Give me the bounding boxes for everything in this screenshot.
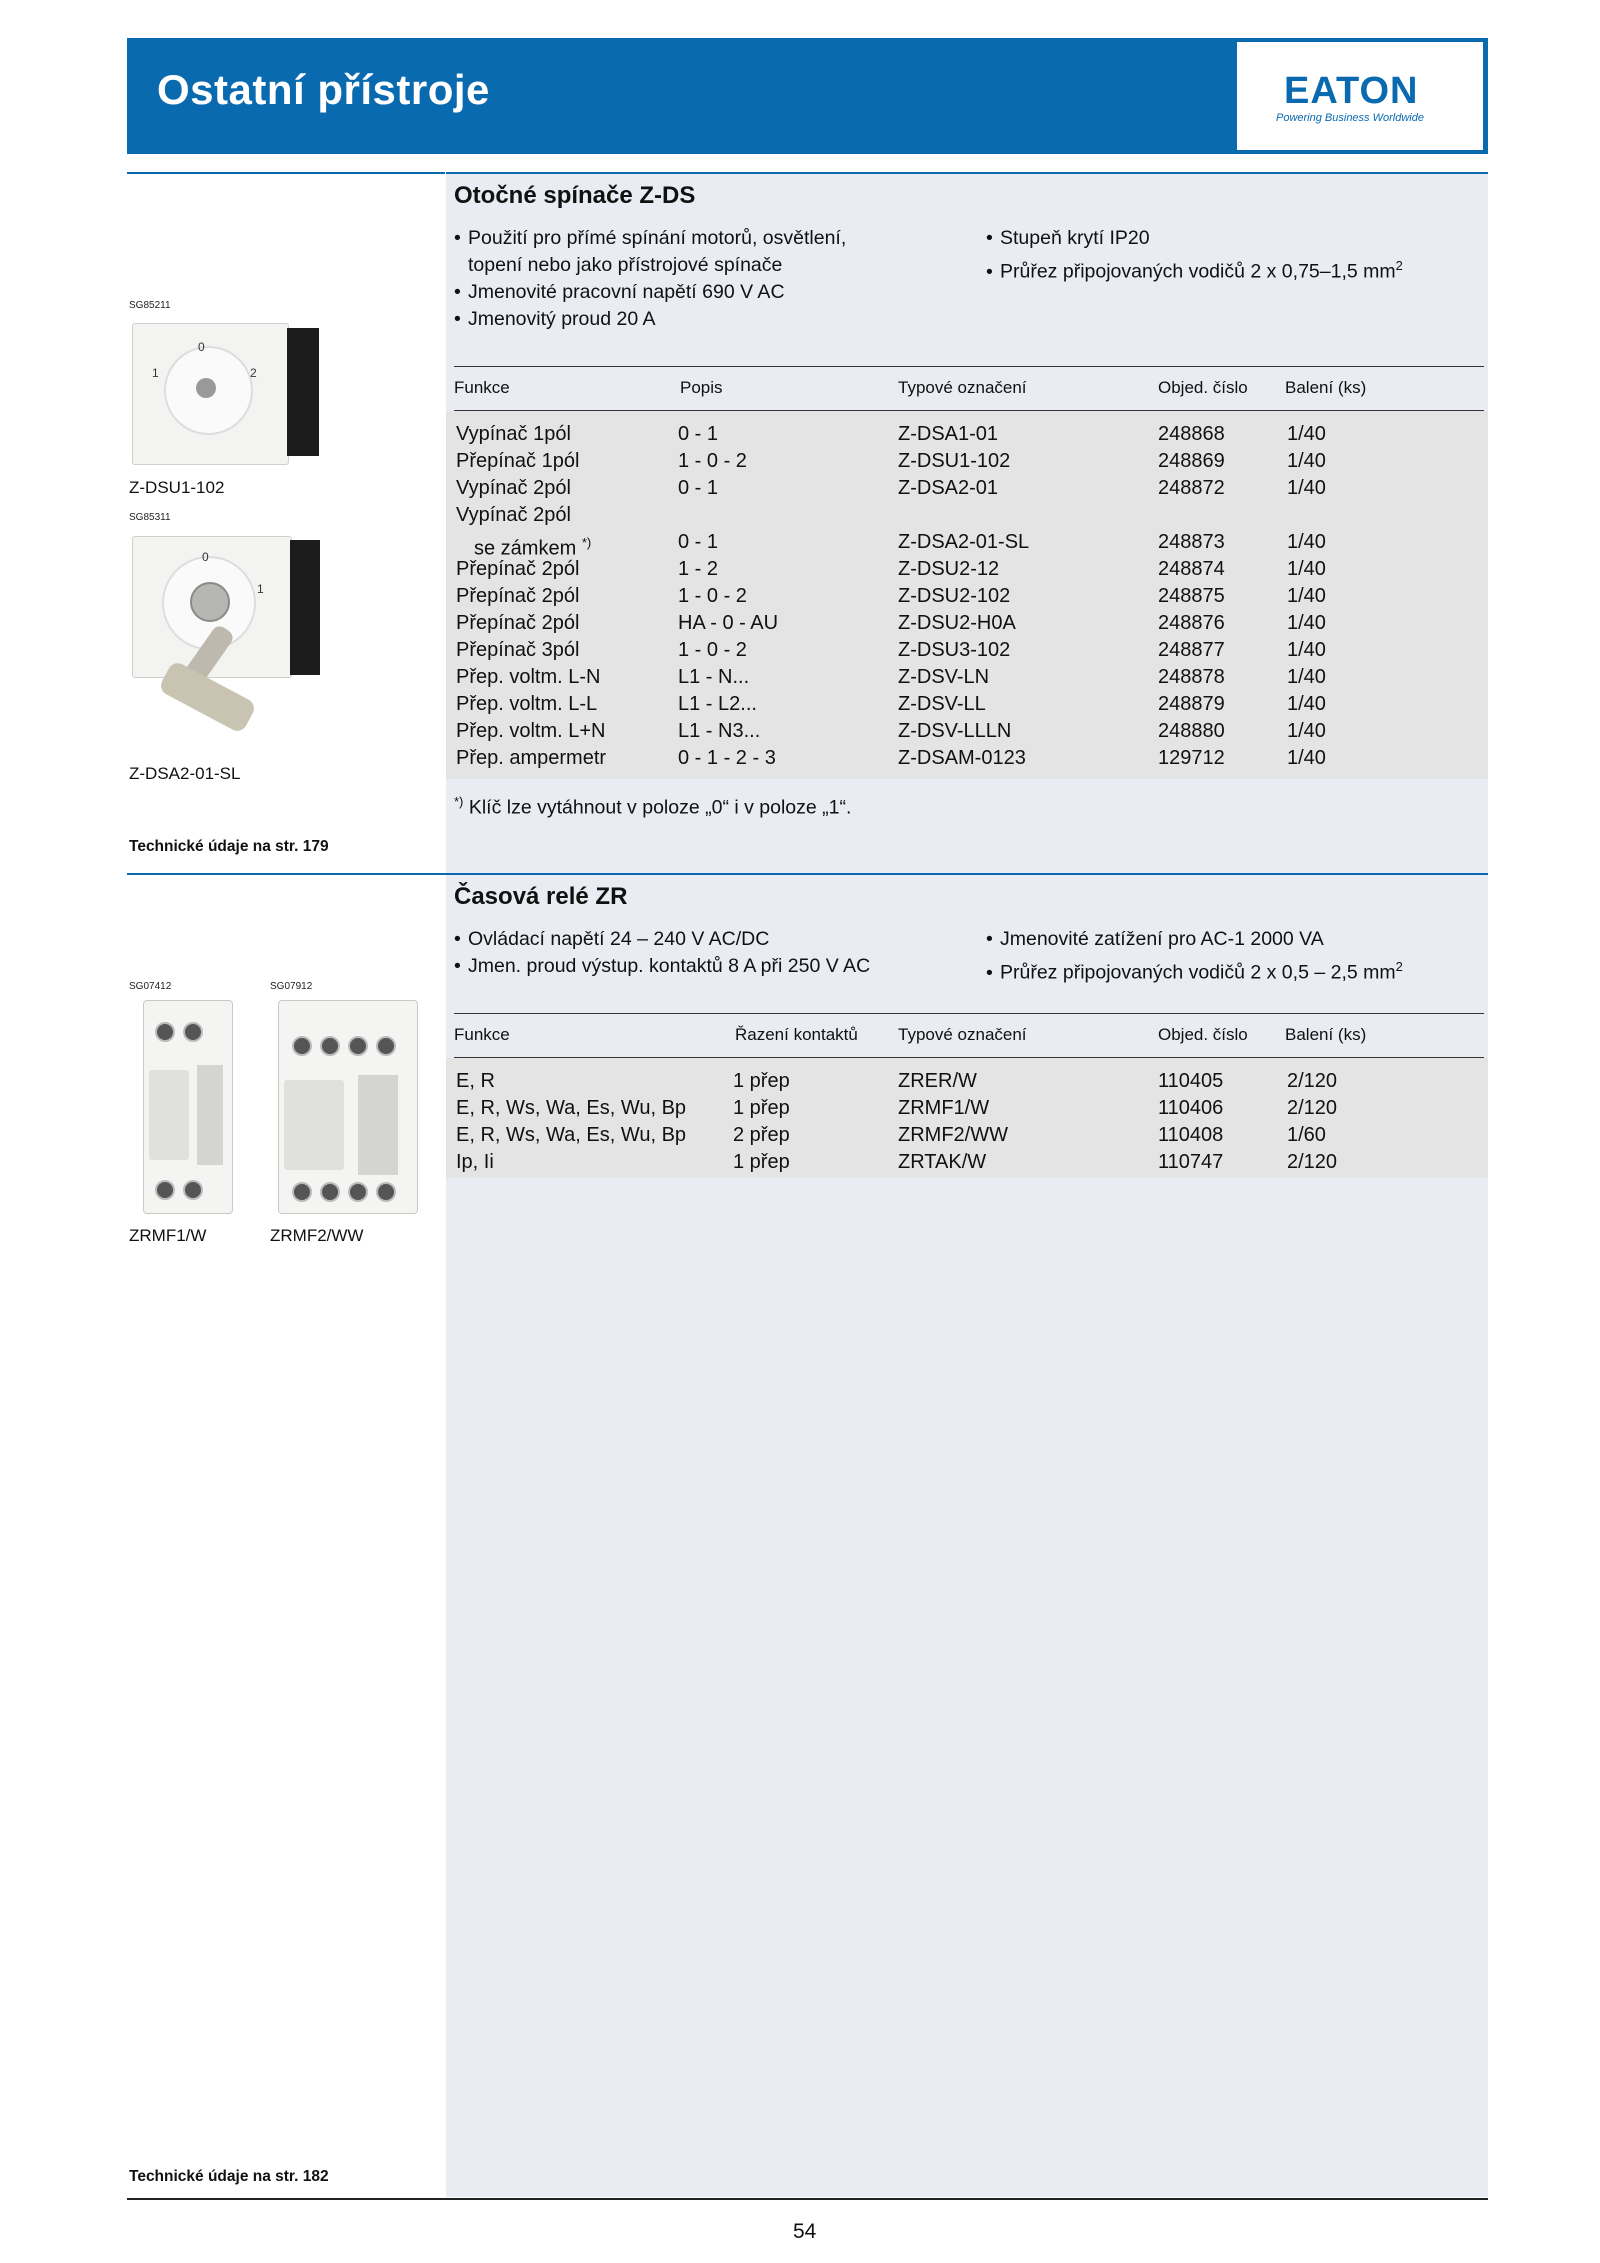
page-number: 54 [793, 2220, 817, 2243]
section2-bullet-3: • Jmenovité zatížení pro AC-1 2000 VA [986, 928, 1324, 950]
table-cell: 1/40 [1287, 747, 1326, 769]
table-cell: 0 - 1 [678, 531, 719, 553]
table-cell: 110406 [1158, 1097, 1224, 1119]
section1-left-rule [127, 172, 445, 174]
table-cell: Vypínač 2pól [456, 504, 571, 526]
section1-bullet-4: • Stupeň krytí IP20 [986, 227, 1150, 249]
table2-header-funkce: Funkce [454, 1025, 510, 1044]
image-code-sg85311: SG85311 [129, 512, 171, 523]
table-cell: L1 - L2... [678, 693, 757, 715]
section1-tech-note: Technické údaje na str. 179 [129, 838, 329, 855]
table-cell: E, R, Ws, Wa, Es, Wu, Bp [456, 1097, 687, 1119]
table1-top-rule [454, 366, 1484, 367]
table-cell: 1/40 [1287, 720, 1326, 742]
table-cell: E, R, Ws, Wa, Es, Wu, Bp [456, 1124, 687, 1146]
section1-bullet-3: • Jmenovitý proud 20 A [454, 308, 656, 330]
table-cell: Přep. voltm. L-N [456, 666, 601, 688]
table-cell: 248879 [1158, 693, 1225, 715]
table-cell: Z-DSA2-01 [898, 477, 999, 499]
table-cell: 248868 [1158, 423, 1225, 445]
table-cell: HA - 0 - AU [678, 612, 779, 634]
table-cell: 248874 [1158, 558, 1225, 580]
table-cell: 0 - 1 [678, 477, 719, 499]
table-cell-text: se zámkem [474, 537, 577, 560]
table-cell: 248878 [1158, 666, 1225, 688]
table-cell: Z-DSU2-H0A [898, 612, 1016, 634]
eaton-logo: EATON [1284, 70, 1419, 112]
table1-footnote: *) Klíč lze vytáhnout v poloze „0“ i v poloze „1“. [454, 794, 852, 819]
table-cell: 2/120 [1287, 1151, 1338, 1173]
table-cell: 1 přep [733, 1070, 790, 1092]
table-cell: L1 - N3... [678, 720, 761, 742]
table-cell: Z-DSU3-102 [898, 639, 1011, 661]
table-cell: Ip, Ii [456, 1151, 494, 1173]
table2-header-objed: Objed. číslo [1158, 1025, 1248, 1044]
table-cell: Přep. voltm. L+N [456, 720, 606, 742]
page-title: Ostatní přístroje [157, 66, 490, 113]
table-cell: 1/40 [1287, 423, 1326, 445]
table-cell: 248872 [1158, 477, 1225, 499]
table2-header-typ: Typové označení [898, 1025, 1027, 1044]
table-cell: 248875 [1158, 585, 1225, 607]
table-cell: Přepínač 3pól [456, 639, 580, 661]
table-cell: L1 - N... [678, 666, 750, 688]
table-cell: Přep. voltm. L-L [456, 693, 598, 715]
table-cell: 1/40 [1287, 558, 1326, 580]
section1-bullet-5: • Průřez připojovaných vodičů 2 x 0,75–1,5 $mm^2$ [986, 258, 1403, 283]
table-cell: 1/40 [1287, 612, 1326, 634]
table2-header-razeni: Řazení kontaktů [735, 1025, 858, 1044]
table1-header-objed: Objed. číslo [1158, 378, 1248, 397]
table-cell: Z-DSA2-01-SL [898, 531, 1030, 553]
zrmf2-ww-caption: ZRMF2/WW [270, 1226, 364, 1245]
table-cell: Přep. ampermetr [456, 747, 607, 769]
table-cell: 248873 [1158, 531, 1225, 553]
table-cell: 110747 [1158, 1151, 1224, 1173]
table-cell: 1 - 0 - 2 [678, 450, 747, 472]
table-cell: Z-DSAM-0123 [898, 747, 1026, 769]
table-cell: 248876 [1158, 612, 1225, 634]
z-dsa2-01-sl-image: 0 1 [132, 530, 332, 760]
section2-tech-note: Technické údaje na str. 182 [129, 2168, 329, 2185]
table-cell: Přepínač 2pól [456, 585, 580, 607]
table-cell: Z-DSV-LL [898, 693, 986, 715]
logo-tagline: Powering Business Worldwide [1276, 112, 1424, 124]
table-cell: 2 přep [733, 1124, 790, 1146]
table-cell: Z-DSU1-102 [898, 450, 1011, 472]
table1-header-funkce: Funkce [454, 378, 510, 397]
table-cell: 1/40 [1287, 639, 1326, 661]
table-cell: 1/60 [1287, 1124, 1326, 1146]
section1-bullet-1: • Použití pro přímé spínání motorů, osvětlení, [454, 227, 847, 249]
table-cell: 1/40 [1287, 477, 1326, 499]
table-cell: 1 přep [733, 1097, 790, 1119]
table1-header-popis: Popis [680, 378, 723, 397]
table-cell: 1 - 0 - 2 [678, 639, 747, 661]
zrmf1-w-caption: ZRMF1/W [129, 1226, 207, 1245]
section1-rule [446, 172, 1488, 174]
table-cell: 110408 [1158, 1124, 1224, 1146]
table-cell: ZRMF2/WW [898, 1124, 1008, 1146]
table1-header-baleni: Balení (ks) [1285, 378, 1367, 397]
table-cell: Vypínač 2pól [456, 477, 571, 499]
footer-rule [127, 2198, 1488, 2200]
table-cell: 129712 [1158, 747, 1225, 769]
z-dsa2-01-sl-caption: Z-DSA2-01-SL [129, 764, 241, 783]
section2-bullet-4: • Průřez připojovaných vodičů 2 x 0,5 – 2,5 $mm^2$ [986, 959, 1403, 984]
table2-top-rule [454, 1013, 1484, 1014]
table-cell: 1 přep [733, 1151, 790, 1173]
image-code-sg07912: SG07912 [270, 981, 313, 992]
table-cell: Přepínač 2pól [456, 612, 580, 634]
section2-bullet-2: • Jmen. proud výstup. kontaktů 8 A při 250 V AC [454, 955, 871, 977]
table-cell: Vypínač 1pól [456, 423, 571, 445]
table-cell: 0 - 1 - 2 - 3 [678, 747, 776, 769]
table-cell: Z-DSV-LLLN [898, 720, 1012, 742]
image-code-sg85211: SG85211 [129, 300, 171, 311]
table-cell: 248869 [1158, 450, 1225, 472]
table2-header-baleni: Balení (ks) [1285, 1025, 1367, 1044]
table-cell: 1/40 [1287, 531, 1326, 553]
table-cell: Přepínač 2pól [456, 558, 580, 580]
table-cell: 248877 [1158, 639, 1225, 661]
table-cell: Z-DSU2-12 [898, 558, 1000, 580]
table-cell: Z-DSU2-102 [898, 585, 1011, 607]
section2-title: Časová relé ZR [454, 883, 628, 910]
z-dsu1-102-image: 0 1 2 [132, 318, 322, 468]
table-cell: 1/40 [1287, 450, 1326, 472]
table-cell: E, R [456, 1070, 495, 1092]
table-cell: ZRTAK/W [898, 1151, 987, 1173]
table1-header-typ: Typové označení [898, 378, 1027, 397]
section1-title: Otočné spínače Z-DS [454, 182, 696, 209]
section2-bullet-1: • Ovládací napětí 24 – 240 V AC/DC [454, 928, 770, 950]
table-cell: 1/40 [1287, 693, 1326, 715]
table-cell: 248880 [1158, 720, 1225, 742]
zrmf2-ww-image [270, 1000, 420, 1215]
table-cell: 2/120 [1287, 1097, 1338, 1119]
section1-bullet-2: • Jmenovité pracovní napětí 690 V AC [454, 281, 785, 303]
table-cell: 1/40 [1287, 666, 1326, 688]
table-cell: ZRMF1/W [898, 1097, 990, 1119]
zrmf1-w-image [135, 1000, 235, 1215]
table-cell: 1 - 0 - 2 [678, 585, 747, 607]
table-cell: 0 - 1 [678, 423, 719, 445]
section2-rule [127, 873, 1488, 875]
table-cell: 2/120 [1287, 1070, 1338, 1092]
table-cell: 1/40 [1287, 585, 1326, 607]
table-cell: Přepínač 1pól [456, 450, 580, 472]
table-cell: 110405 [1158, 1070, 1224, 1092]
section1-bullet-1-cont: topení nebo jako přístrojové spínače [468, 254, 783, 276]
footnote-marker: *) [581, 535, 592, 550]
table-cell: Z-DSA1-01 [898, 423, 999, 445]
image-code-sg07412: SG07412 [129, 981, 172, 992]
table-cell: 1 - 2 [678, 558, 719, 580]
table-cell: Z-DSV-LN [898, 666, 990, 688]
z-dsu1-102-caption: Z-DSU1-102 [129, 478, 225, 497]
table-cell: ZRER/W [898, 1070, 977, 1092]
